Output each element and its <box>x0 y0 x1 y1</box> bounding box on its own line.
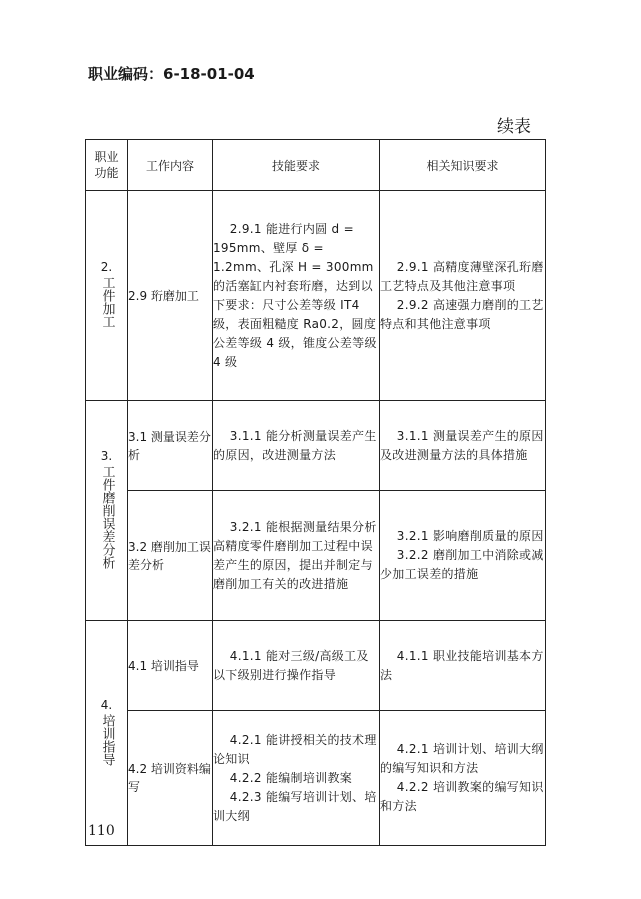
work-content-cell: 2.9 珩磨加工 <box>128 191 213 401</box>
occupation-code: 职业编码：6-18-01-04 <box>88 65 255 83</box>
skill-requirement-cell <box>213 711 380 846</box>
header-skill: 技能要求 <box>213 140 380 191</box>
work-content-cell: 3.2 磨削加工误差分析 <box>128 491 213 621</box>
knowledge-item: 4.1.1 职业技能培训基本方法 <box>380 648 544 682</box>
knowledge-item: 4.2.1 培训计划、培训大纲的编写知识和方法 <box>380 742 544 775</box>
skill-item: 4.2.1 能讲授相关的技术理论知识 <box>213 732 377 766</box>
function-name: 工件加工 <box>99 276 115 328</box>
header-content: 工作内容 <box>128 140 213 191</box>
knowledge-item: 3.1.1 测量误差产生的原因及改进测量方法的具体措施 <box>380 428 544 462</box>
knowledge-requirement-cell <box>380 621 546 711</box>
table-row <box>86 491 546 621</box>
header-knowledge: 相关知识要求 <box>380 140 546 191</box>
table-row <box>86 191 546 401</box>
skill-item: 4.1.1 能对三级/高级工及以下级别进行操作指导 <box>213 648 369 682</box>
page-number: 110 <box>88 823 115 839</box>
skill-requirement-cell <box>213 621 380 711</box>
knowledge-requirement-cell <box>380 191 546 401</box>
function-cell <box>86 621 128 846</box>
knowledge-item: 4.2.2 培训教案的编写知识和方法 <box>380 780 544 813</box>
skill-requirement-cell <box>213 401 380 491</box>
table-row <box>86 621 546 711</box>
knowledge-item: 3.2.1 影响磨削质量的原因 <box>396 529 544 543</box>
skill-item: 4.2.3 能编写培训计划、培训大纲 <box>213 789 377 823</box>
function-name: 工件磨削误差分析 <box>99 465 115 569</box>
skill-item: 4.2.2 能编制培训教案 <box>229 770 353 785</box>
function-cell <box>86 401 128 621</box>
skill-item: 3.1.1 能分析测量误差产生的原因，改进测量方法 <box>213 428 377 462</box>
function-number: 2. <box>100 260 113 274</box>
skill-requirement-cell <box>213 491 380 621</box>
skill-item: 2.9.1 能进行内圆 d = 195mm、壁厚 δ = 1.2mm、孔深 H = 300mm 的活塞缸内衬套珩磨，达到以下要求：尺寸公差等级 IT4 级，表面粗糙度 Ra0.2，圆度公差等级 4 级，锥度公差等级 4 级 <box>213 221 377 369</box>
skill-item: 3.2.1 能根据测量结果分析高精度零件磨削加工过程中误差产生的原因，提出并制定与磨削加工有关的改进措施 <box>213 519 377 591</box>
knowledge-requirement-cell <box>380 401 546 491</box>
knowledge-item: 2.9.2 高速强力磨削的工艺特点和其他注意事项 <box>380 297 544 331</box>
header-function: 职业功能 <box>86 140 128 191</box>
work-content-cell: 3.1 测量误差分析 <box>128 401 213 491</box>
continued-label: 续表 <box>497 117 531 137</box>
knowledge-requirement-cell <box>380 491 546 621</box>
work-content-cell: 4.1 培训指导 <box>128 621 213 711</box>
function-name: 培训指导 <box>99 713 115 766</box>
function-number: 4. <box>100 697 113 712</box>
skill-requirement-cell <box>213 191 380 401</box>
work-content-cell: 4.2 培训资料编写 <box>128 711 213 846</box>
table-header-row <box>86 140 546 191</box>
table-row <box>86 401 546 491</box>
knowledge-item: 2.9.1 高精度薄壁深孔珩磨工艺特点及其他注意事项 <box>380 259 544 293</box>
function-cell <box>86 191 128 401</box>
knowledge-requirement-cell <box>380 711 546 846</box>
table-row <box>86 711 546 846</box>
function-number: 3. <box>100 449 113 463</box>
knowledge-item: 3.2.2 磨削加工中消除或减少加工误差的措施 <box>380 548 544 581</box>
skills-table <box>85 139 546 846</box>
